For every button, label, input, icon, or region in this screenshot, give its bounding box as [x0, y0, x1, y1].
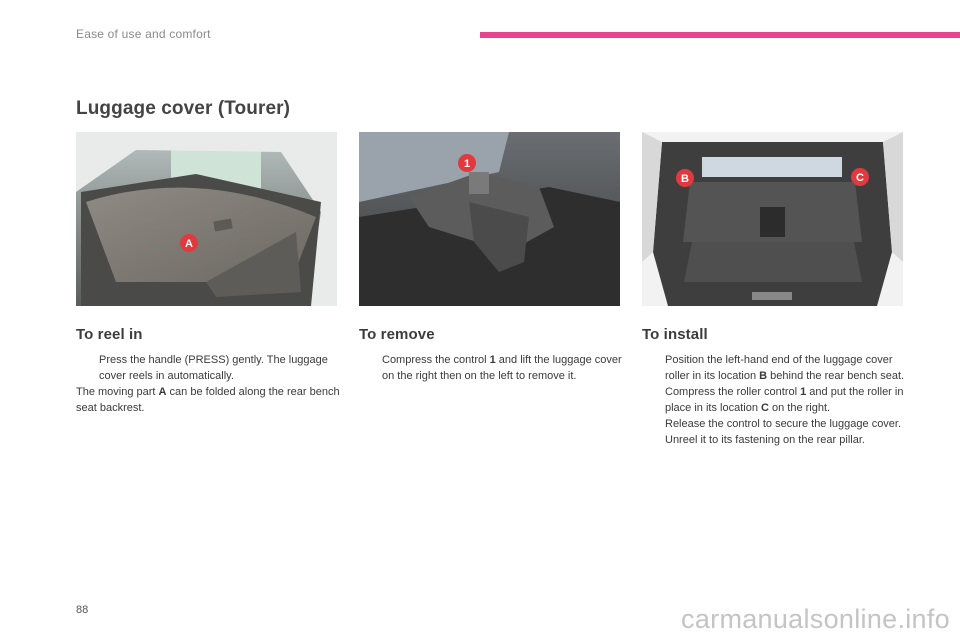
- install-step-2: [642, 384, 908, 416]
- install-step-4: [642, 432, 908, 448]
- heading-remove: To remove: [359, 326, 435, 343]
- install-step-2-bold: 1: [800, 386, 807, 398]
- photo-remove: [359, 132, 620, 306]
- section-reel-in: [76, 326, 340, 416]
- heading-reel-in: To reel in: [76, 326, 143, 343]
- install-step-2-suffix: on the right.: [768, 402, 831, 414]
- photo-reel-in: [76, 132, 337, 306]
- header-accent-bar: [480, 32, 960, 38]
- photo-install: [642, 132, 903, 306]
- section-title: Ease of use and comfort: [76, 27, 211, 41]
- marker-a-label: A: [185, 238, 193, 250]
- remove-step-1-bold: 1: [489, 354, 496, 366]
- reel-in-step-1-text: Press the handle (PRESS) gently. The luggage cover reels in automatically.: [99, 354, 328, 382]
- section-install: [642, 326, 908, 448]
- install-step-4-text: Unreel it to its fastening on the rear pillar.: [665, 434, 865, 446]
- section-remove: [359, 326, 623, 384]
- marker-c-label: C: [856, 172, 864, 184]
- remove-step-1-prefix: Compress the control: [382, 354, 490, 366]
- reel-in-note: [76, 384, 340, 416]
- marker-1-label: 1: [463, 158, 471, 170]
- install-step-3: [642, 416, 908, 432]
- photo-install-illustration: [642, 132, 903, 306]
- install-step-3-text: Release the control to secure the luggage cover.: [665, 418, 902, 430]
- page-title: Luggage cover (Tourer): [76, 98, 291, 119]
- watermark: carmanualsonline.info: [681, 604, 950, 634]
- install-step-1: [642, 352, 908, 384]
- install-step-2-bold2: C: [761, 402, 769, 414]
- remove-step-1-suffix: and lift the luggage cover on the right then on the left to remove it.: [382, 354, 622, 382]
- install-step-1-bold: B: [759, 370, 768, 382]
- reel-in-note-suffix: can be folded along the rear bench seat backrest.: [76, 386, 340, 414]
- install-step-1-prefix: Position the left-hand end of the luggage cover roller in its location: [665, 354, 893, 382]
- marker-b-label: B: [681, 173, 689, 185]
- heading-install: To install: [642, 326, 708, 343]
- photo-remove-illustration: [359, 132, 620, 306]
- reel-in-note-prefix: The moving part: [76, 386, 159, 398]
- remove-step-1: [359, 352, 623, 384]
- install-step-2-mid: and put the roller in place in its location: [665, 386, 904, 414]
- photo-reel-in-illustration: [76, 132, 337, 306]
- reel-in-note-bold: A: [158, 386, 167, 398]
- install-step-2-prefix: Compress the roller control: [665, 386, 801, 398]
- page-number: 88: [76, 604, 89, 616]
- install-step-1-suffix: behind the rear bench seat.: [767, 370, 905, 382]
- reel-in-step-1: [76, 352, 340, 384]
